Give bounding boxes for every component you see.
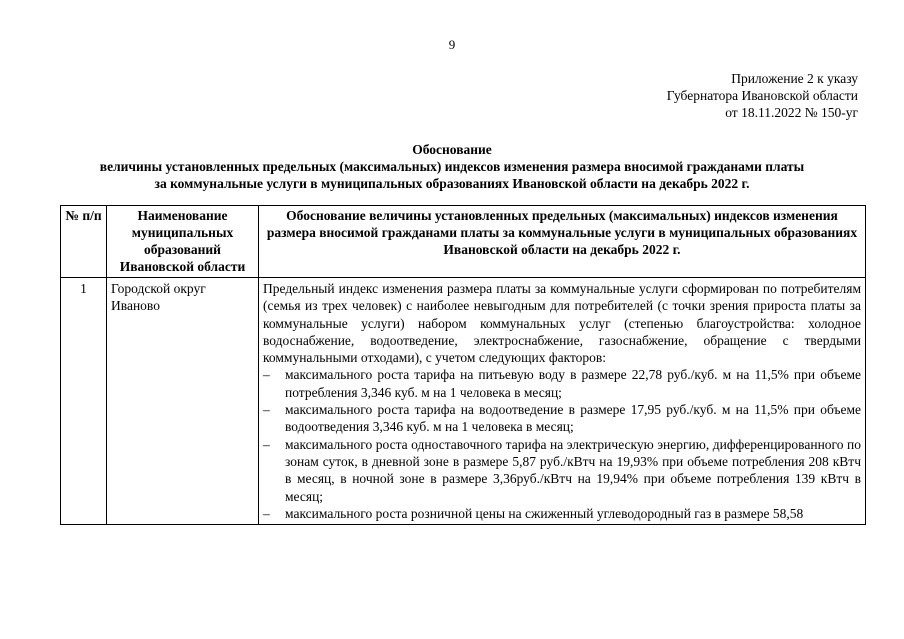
header-municipality: Наименование муниципальных образований Ивановской области	[107, 206, 259, 278]
dash-bullet: –	[263, 367, 270, 383]
justification-intro: Предельный индекс изменения размера платы за коммунальные услуги сформирован по потребителям (семья из трех человек) с наиболее невыгодным для потребителей (с точки зрения прироста платы за коммунальные услуги) набором коммунальных услуг (степенью благоустройства: холодное водоснабжение, водоотведение, электроснабжение, газоснабжение, обращение с твердыми коммунальными отходами), с учетом следующих факторов:	[263, 281, 861, 366]
dash-bullet: –	[263, 402, 270, 418]
table-header-row	[61, 206, 866, 278]
appendix-line: от 18.11.2022 № 150-уг	[725, 105, 858, 120]
justification-table	[60, 205, 866, 525]
dash-bullet: –	[263, 505, 270, 521]
title-line: за коммунальные услуги в муниципальных образованиях Ивановской области на декабрь 2022 г.	[154, 176, 750, 191]
appendix-header	[667, 70, 858, 121]
factor-text: максимального роста тарифа на водоотведение в размере 17,95 руб./куб. м на 11,5% при объеме водоотведения 3,346 куб. м на 1 человека в месяц;	[285, 402, 861, 435]
dash-bullet: –	[263, 436, 270, 452]
title-line: Обоснование	[412, 142, 492, 157]
justification-cell	[259, 278, 866, 525]
appendix-line: Приложение 2 к указу	[731, 71, 858, 86]
title-line: величины установленных предельных (максимальных) индексов изменения размера вносимой гражданами платы	[99, 159, 805, 174]
factor-item	[263, 505, 861, 522]
factor-text: максимального роста розничной цены на сжиженный углеводородный газ в размере 58,58	[285, 505, 804, 521]
page-number: 9	[448, 37, 456, 52]
document-title	[40, 141, 864, 192]
factor-text: максимального роста тарифа на питьевую воду в размере 22,78 руб./куб. м на 11,5% при объеме потребления 3,346 куб. м на 1 человека в месяц;	[285, 367, 861, 400]
row-number: 1	[61, 278, 107, 525]
municipality-name: Городской округ Иваново	[107, 278, 259, 525]
factor-item	[263, 436, 861, 505]
table-row	[61, 278, 866, 525]
header-number: № п/п	[61, 206, 107, 278]
factor-item	[263, 401, 861, 436]
appendix-line: Губернатора Ивановской области	[666, 88, 858, 103]
factor-text: максимального роста одноставочного тарифа на электрическую энергию, дифференцированного по зонам суток, в дневной зоне в размере 5,87 руб./кВтч на 19,93% при объеме потребления 208 кВтч в месяц, в ночной зоне в размере 3,36руб./кВтч на 19,94% при объеме потребления 139 кВтч в месяц;	[285, 436, 861, 504]
factor-item	[263, 366, 861, 401]
header-justification: Обоснование величины установленных предельных (максимальных) индексов изменения размера вносимой гражданами платы за коммунальные услуги в муниципальных образованиях Ивановской области на декабрь 2022 г.	[259, 206, 866, 278]
